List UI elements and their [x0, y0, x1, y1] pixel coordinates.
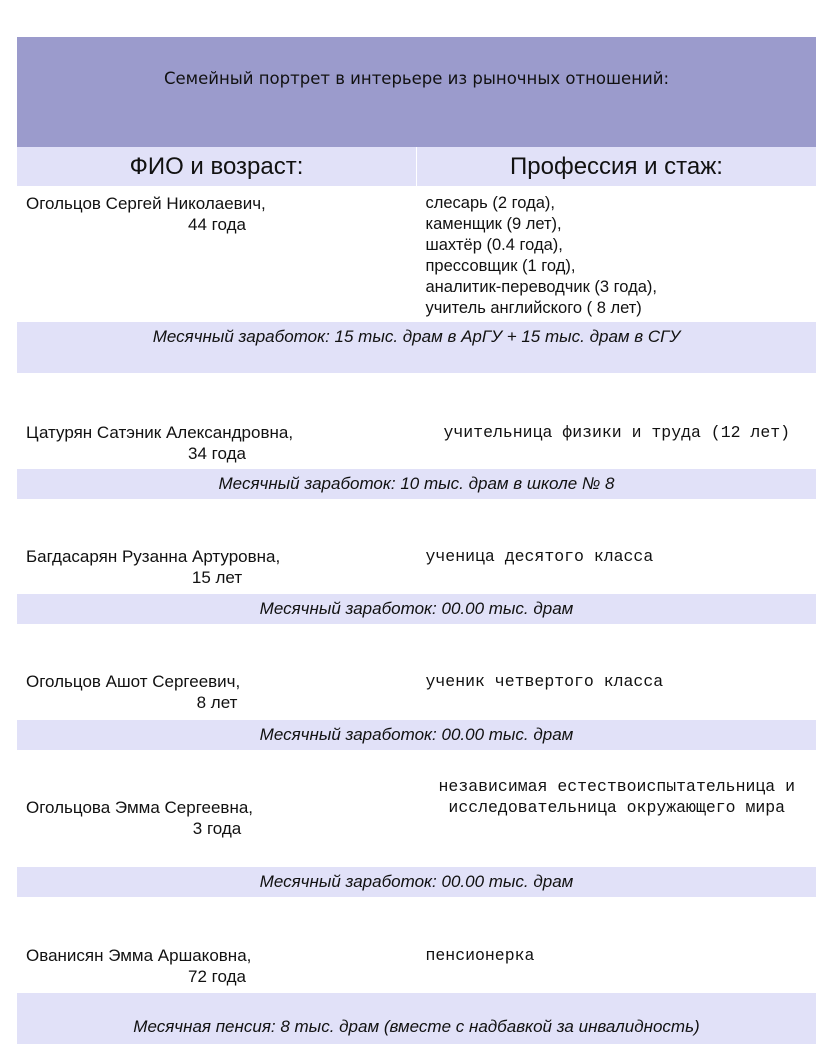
member-row [17, 499, 816, 594]
member-row [17, 750, 816, 867]
profession-item: слесарь (2 года), [425, 194, 555, 212]
header-name-age: ФИО и возраст: [129, 152, 304, 180]
member-name: Цатурян Сатэник Александровна, [26, 423, 294, 442]
member-age: 44 года [188, 215, 246, 234]
income-text: Месячный заработок: 00.00 тыс. драм [259, 599, 574, 618]
member-name: Огольцова Эмма Сергеевна, [26, 798, 254, 817]
member-profession-cell [417, 373, 816, 469]
income-row [17, 720, 816, 750]
family-table [17, 37, 816, 1044]
income-row [17, 469, 816, 499]
member-name-cell [17, 750, 417, 867]
header-profession: Профессия и стаж: [416, 147, 816, 186]
profession-item: учитель английского ( 8 лет) [425, 299, 642, 317]
member-age: 34 года [188, 444, 246, 463]
member-row [17, 373, 816, 469]
income-text: Месячный заработок: 10 тыс. драм в школе № 8 [218, 474, 615, 493]
profession-item: аналитик-переводчик (3 года), [425, 278, 658, 296]
member-name: Огольцов Ашот Сергеевич, [26, 672, 241, 691]
member-age: 3 года [192, 819, 242, 838]
member-name: Огольцов Сергей Николаевич, [26, 194, 266, 213]
title-row [17, 37, 816, 147]
income-row [17, 322, 816, 373]
member-name-cell [17, 499, 417, 594]
income-text: Месячная пенсия: 8 тыс. драм (вместе с надбавкой за инвалидность) [133, 1017, 700, 1036]
member-profession: учительница физики и труда (12 лет) [443, 423, 791, 442]
member-name-cell [17, 897, 417, 993]
member-profession-cell [417, 897, 816, 993]
member-age: 15 лет [191, 568, 243, 587]
page-title: Семейный портрет в интерьере из рыночных отношений: [163, 69, 670, 88]
member-profession: пенсионерка [425, 946, 535, 965]
member-row [17, 897, 816, 993]
profession-item: каменщик (9 лет), [425, 215, 562, 233]
member-age: 8 лет [196, 693, 238, 712]
member-name-cell [17, 186, 417, 322]
income-row [17, 594, 816, 624]
profession-list [426, 193, 809, 319]
member-profession-cell [417, 750, 816, 867]
member-row [17, 186, 816, 322]
member-profession: ученик четвертого класса [425, 672, 664, 691]
income-text: Месячный заработок: 00.00 тыс. драм [259, 725, 574, 744]
member-profession-cell [417, 499, 816, 594]
member-name: Ованисян Эмма Аршаковна, [26, 946, 252, 965]
member-name-cell [17, 624, 417, 720]
member-profession-cell [417, 186, 816, 322]
income-text: Месячный заработок: 00.00 тыс. драм [259, 872, 574, 891]
profession-item: шахтёр (0.4 года), [425, 236, 563, 254]
member-age: 72 года [188, 967, 246, 986]
income-row [17, 867, 816, 897]
member-name-cell [17, 373, 417, 469]
member-profession: ученица десятого класса [425, 547, 654, 566]
profession-item: прессовщик (1 год), [425, 257, 576, 275]
income-text: Месячный заработок: 15 тыс. драм в АрГУ + 15 тыс. драм в СГУ [152, 327, 681, 346]
member-profession: независимая естествоиспытательница и исследовательница окружающего мира [438, 777, 795, 817]
member-row [17, 624, 816, 720]
member-profession-cell [417, 624, 816, 720]
income-row [17, 993, 816, 1044]
member-name: Багдасарян Рузанна Артуровна, [26, 547, 281, 566]
header-row [17, 147, 816, 186]
